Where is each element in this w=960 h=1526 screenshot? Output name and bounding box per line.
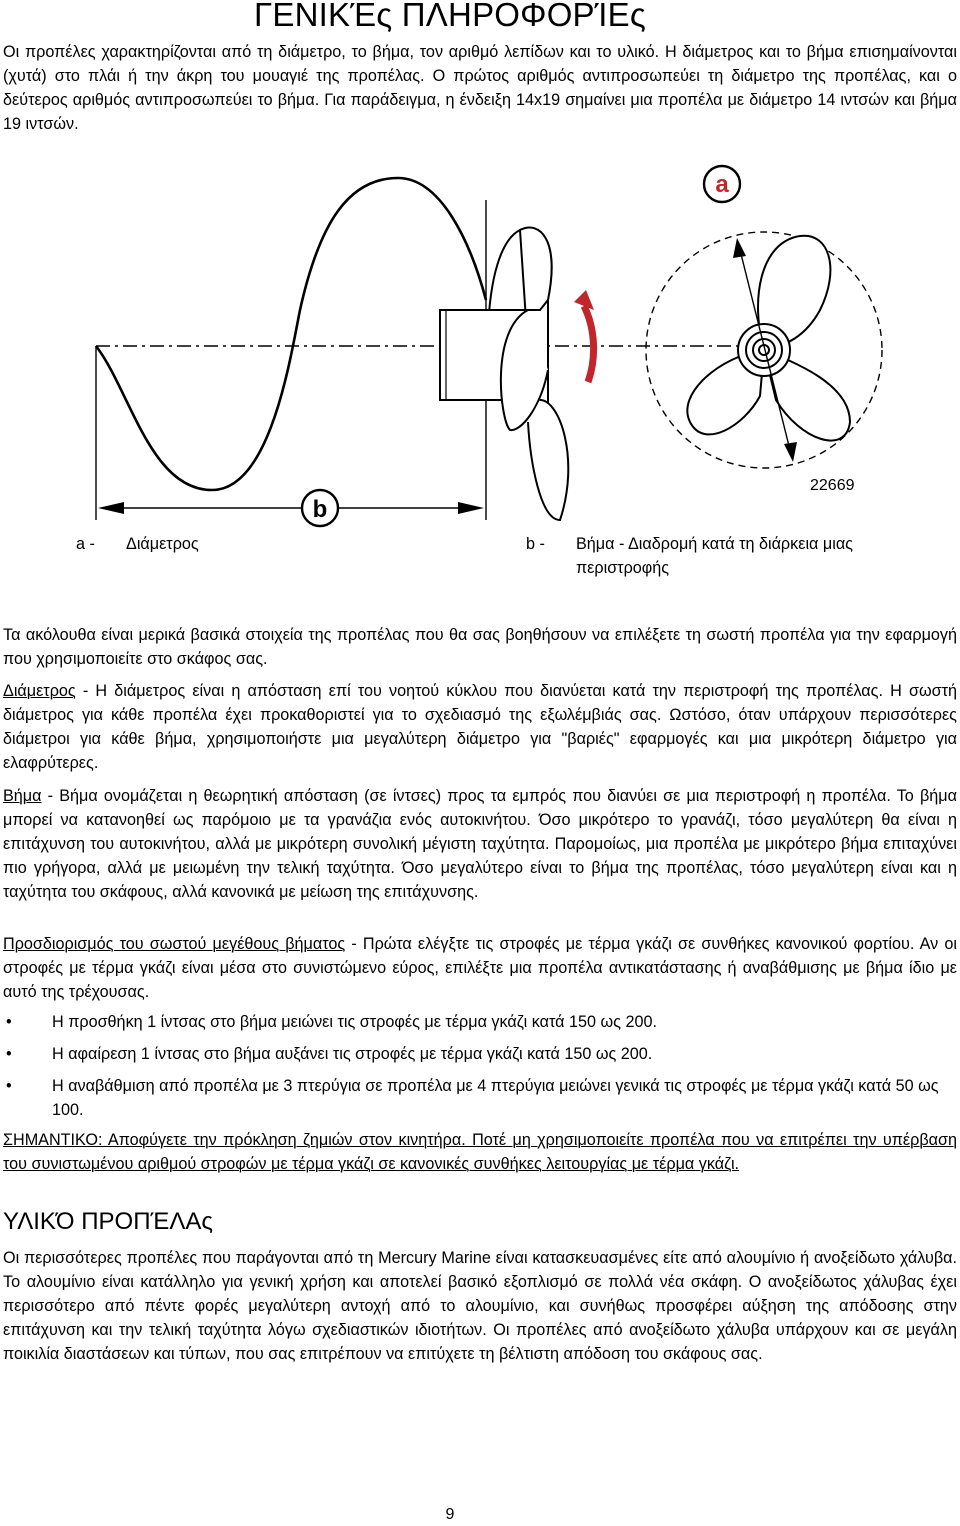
bullet-icon: • xyxy=(6,1077,12,1095)
list-item xyxy=(0,1042,952,1066)
selection-paragraph: Τα ακόλουθα είναι μερικά βασικά στοιχεία της προπέλας που θα σας βοηθήσουν να επιλέξετε τη σωστή προπέλα για την εφαρμογή που χρησιμοποιείτε στο σκάφος σας. xyxy=(3,626,957,668)
list-item xyxy=(0,1074,952,1122)
rpm-bullet-list xyxy=(0,1010,960,1130)
important-notice xyxy=(3,1128,957,1176)
callout-a-label: a xyxy=(715,171,729,198)
legend-b-text: Βήμα - Διαδρομή κατά τη διάρκεια μιας περιστροφής xyxy=(576,535,853,577)
propeller-side-view xyxy=(440,228,568,520)
pitch-arrow-left xyxy=(98,502,124,514)
bullet-text: Η αφαίρεση 1 ίντσας στο βήμα αυξάνει τις στροφές με τέρμα γκάζι κατά 150 ως 200. xyxy=(52,1045,653,1063)
diameter-term: Διάμετρος xyxy=(3,682,76,700)
propeller-front-view xyxy=(687,236,850,441)
pitch-sine-wave xyxy=(96,178,486,490)
page-number: 9 xyxy=(445,1506,455,1523)
pitch-arrow-right xyxy=(458,502,484,514)
propeller-figure xyxy=(0,160,960,530)
list-item xyxy=(0,1010,952,1034)
important-text: Αποφύγετε την πρόκληση ζημιών στον κινητήρα. Ποτέ μη χρησιμοποιείτε προπέλα που να επιτρέπει την υπέρβαση του συνιστωμένου αριθμού στροφών με τέρμα γκάζι σε κανονικές συνθήκες λειτουργίας με τέρμα γκάζι. xyxy=(3,1131,957,1173)
pitch-term: Βήμα xyxy=(3,787,42,805)
material-heading: ΥΛΙΚΌ ΠΡΟΠΈΛΑς xyxy=(3,1208,213,1235)
legend-b-key: b - xyxy=(526,535,545,553)
callout-b-label: b xyxy=(312,496,328,523)
callout-a-badge xyxy=(704,166,740,202)
intro-paragraph: Οι προπέλες χαρακτηρίζονται από τη διάμετρο, το βήμα, τον αριθμό λεπίδων και το υλικό. Η διάμετρος και το βήμα επισημαίνονται (χυτά) στο πλάι ή την άκρη του μουαγιέ της προπέλας. Ο πρώτος αριθμός αντιπροσωπεύει τη διάμετρο της προπέλας, και ο δεύτερος αριθμός αντιπροσωπεύει το βήμα. Για παράδειγμα, η ένδειξη 14x19 σημαίνει μια προπέλα με διάμετρο 14 ιντσών και βήμα 19 ιντσών. xyxy=(3,43,957,133)
pitch-paragraph xyxy=(3,784,957,904)
page-title: ΓΕΝΙΚΈς ΠΛΗΡΟΦΟΡΊΕς xyxy=(254,0,646,33)
callout-b-badge xyxy=(302,490,338,526)
diameter-paragraph xyxy=(3,679,957,775)
pitch-text: - Βήμα ονομάζεται η θεωρητική απόσταση (σε ίντσες) προς τα εμπρός που διανύει σε μια περιστροφή η προπέλα. Το βήμα μπορεί να κατανοηθεί ως παρόμοιο με τα γρανάζια ενός αυτοκινήτου. Όσο μικρότερο το γρανάζι, τόσο μεγαλύτερη θα είναι η επιτάχυνση του αυτοκινήτου, αλλά με μικρότερη συνολική μέγιστη ταχύτητα. Παρομοίως, μια προπέλα με μικρότερο βήμα επιταχύνει πιο γρήγορα, αλλά με μειωμένη την τελική ταχύτητα. Όσο μεγαλύτερο είναι το βήμα της προπέλας, τόσο μεγαλύτερη είναι και η ταχύτητα του σκάφους, αλλά κανονικά με μείωση της επιτάχυνσης. xyxy=(3,787,957,901)
diameter-arrow-top xyxy=(733,238,746,258)
diameter-text: - Η διάμετρος είναι η απόσταση επί του νοητού κύκλου που διανύεται κατά την περιστροφή της προπέλας. Η σωστή διάμετρος για κάθε προπέλα έχει προκαθοριστεί για το σχεδιασμό της εξωλέμβιάς σας. Ωστόσο, όταν υπάρχουν περισσότερες διάμετροι για κάθε βήμα, χρησιμοποιήστε μια μεγαλύτερη διάμετρο για "βαριές" εφαρμογές και μια μικρότερη διάμετρο για ελαφρύτερες. xyxy=(3,682,957,772)
bullet-text: Η αναβάθμιση από προπέλα με 3 πτερύγια σε προπέλα με 4 πτερύγια μειώνει γενικά τις στροφές με τέρμα γκάζι κατά 50 ως 100. xyxy=(52,1077,939,1119)
figure-id: 22669 xyxy=(810,477,855,494)
important-label: ΣΗΜΑΝΤΙΚΟ: xyxy=(3,1131,103,1149)
bullet-icon: • xyxy=(6,1013,12,1031)
pitch-size-text: - Πρώτα ελέγξτε τις στροφές με τέρμα γκάζι σε συνθήκες κανονικού φορτίου. Αν οι στροφές με τέρμα γκάζι είναι μέσα στο συνιστώμενο εύρος, επιλέξτε μια προπέλα αντικατάστασης ή αναβάθμισης με βήμα ίδιο με αυτό της τρέχουσας. xyxy=(3,935,957,1001)
pitch-size-paragraph xyxy=(3,932,957,1004)
pitch-size-term: Προσδιορισμός του σωστού μεγέθους βήματος xyxy=(3,935,346,953)
diameter-arrow-bottom xyxy=(784,442,797,462)
legend-a-key: a - xyxy=(76,535,95,553)
bullet-icon: • xyxy=(6,1045,12,1063)
bullet-text: Η προσθήκη 1 ίντσας στο βήμα μειώνει τις στροφές με τέρμα γκάζι κατά 150 ως 200. xyxy=(52,1013,657,1031)
material-paragraph: Οι περισσότερες προπέλες που παράγονται από τη Mercury Marine είναι κατασκευασμένες είτε από αλουμίνιο ή ανοξείδωτο χάλυβα. Το αλουμίνιο είναι κατάλληλο για γενική χρήση και αποτελεί βασικό εξοπλισμό σε πολλά νέα σκάφη. Ο ανοξείδωτος χάλυβας έχει περισσότερο από πέντε φορές μεγαλύτερη αντοχή από το αλουμίνιο, και συνήθως προσφέρει αύξηση της απόδοσης στην επιτάχυνση και την τελική ταχύτητα λόγω σχεδιαστικών ιδιοτήτων. Οι προπέλες από ανοξείδωτο χάλυβα υπάρχουν και σε μεγάλη ποικιλία διαστάσεων και τύπων, που σας επιτρέπουν να επιτύχετε τη βέλτιστη απόδοση του σκάφους σας. xyxy=(3,1249,957,1363)
rotation-arrow xyxy=(584,306,594,382)
legend-a-text: Διάμετρος xyxy=(126,535,199,553)
